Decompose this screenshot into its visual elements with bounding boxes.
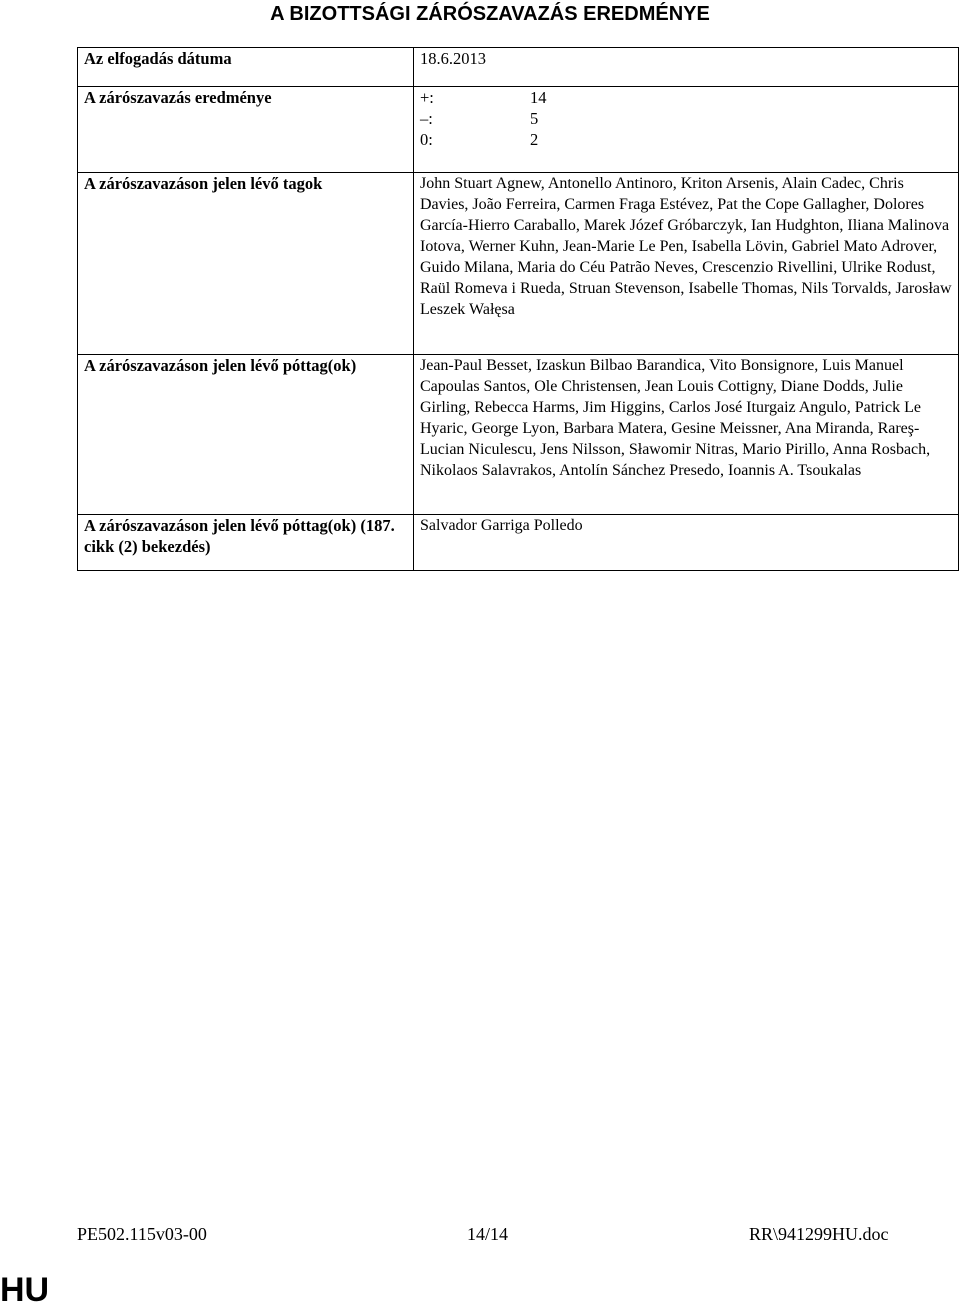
final-vote-row — [78, 87, 959, 173]
members-present-label: A zárószavazáson jelen lévő tagok — [78, 173, 414, 355]
members-present-row — [78, 173, 959, 355]
substitutes-present-row — [78, 355, 959, 515]
language-code: HU — [0, 1271, 50, 1309]
vote-against-count: 5 — [530, 109, 539, 128]
vote-abstain-count: 2 — [530, 130, 539, 149]
final-vote-label: A zárószavazás eredménye — [78, 87, 414, 173]
substitutes-present-value: Jean-Paul Besset, Izaskun Bilbao Barandica, Vito Bonsignore, Luis Manuel Capoulas Santos, Ole Christensen, Jean Louis Cottigny, Diane Dodds, Julie Girling, Rebecca Harms, Jim Higgins, Carlos José Iturgaiz Angulo, Patrick Le Hyaric, George Lyon, Barbara Matera, Gesine Meissner, Ana Miranda, Rareş-Lucian Niculescu, Jens Nilsson, Sławomir Nitras, Mario Pirillo, Anna Rosbach, Nikolaos Salavrakos, Antolín Sánchez Presedo, Ioannis A. Tsoukalas — [414, 355, 959, 515]
substitutes-187-value: Salvador Garriga Polledo — [414, 515, 959, 571]
adoption-date-label: Az elfogadás dátuma — [78, 48, 414, 87]
vote-abstain-line — [420, 129, 952, 150]
adoption-date-value: 18.6.2013 — [414, 48, 959, 87]
members-present-value: John Stuart Agnew, Antonello Antinoro, Kriton Arsenis, Alain Cadec, Chris Davies, João Ferreira, Carmen Fraga Estévez, Pat the Cope Gallagher, Dolores García-Hierro Caraballo, Marek Józef Gróbarczyk, Ian Hudghton, Iliana Malinova Iotova, Werner Kuhn, Jean-Marie Le Pen, Isabella Lövin, Gabriel Mato Adrover, Guido Milana, Maria do Céu Patrão Neves, Crescenzio Rivellini, Ulrike Rodust, Raül Romeva i Rueda, Struan Stevenson, Isabelle Thomas, Nils Torvalds, Jarosław Leszek Wałęsa — [414, 173, 959, 355]
vote-for-line — [420, 87, 952, 108]
substitutes-present-label: A zárószavazáson jelen lévő póttag(ok) — [78, 355, 414, 515]
footer-reference: PE502.115v03-00 — [77, 1224, 207, 1244]
document-heading: A BIZOTTSÁGI ZÁRÓSZAVAZÁS EREDMÉNYE — [270, 3, 710, 25]
vote-for-count: 14 — [530, 88, 547, 107]
footer-page-number: 14/14 — [467, 1224, 509, 1244]
substitutes-187-row — [78, 515, 959, 571]
substitutes-187-label: A zárószavazáson jelen lévő póttag(ok) (187. cikk (2) bekezdés) — [78, 515, 414, 571]
final-vote-value — [414, 87, 959, 173]
adoption-date-row — [78, 48, 959, 87]
vote-against-symbol: –: — [420, 109, 433, 128]
vote-result-table — [77, 47, 959, 571]
vote-for-symbol: +: — [420, 88, 434, 107]
vote-abstain-symbol: 0: — [420, 130, 433, 149]
vote-against-line — [420, 108, 952, 129]
page-footer — [77, 1222, 907, 1246]
footer-filename: RR\941299HU.doc — [749, 1224, 889, 1244]
